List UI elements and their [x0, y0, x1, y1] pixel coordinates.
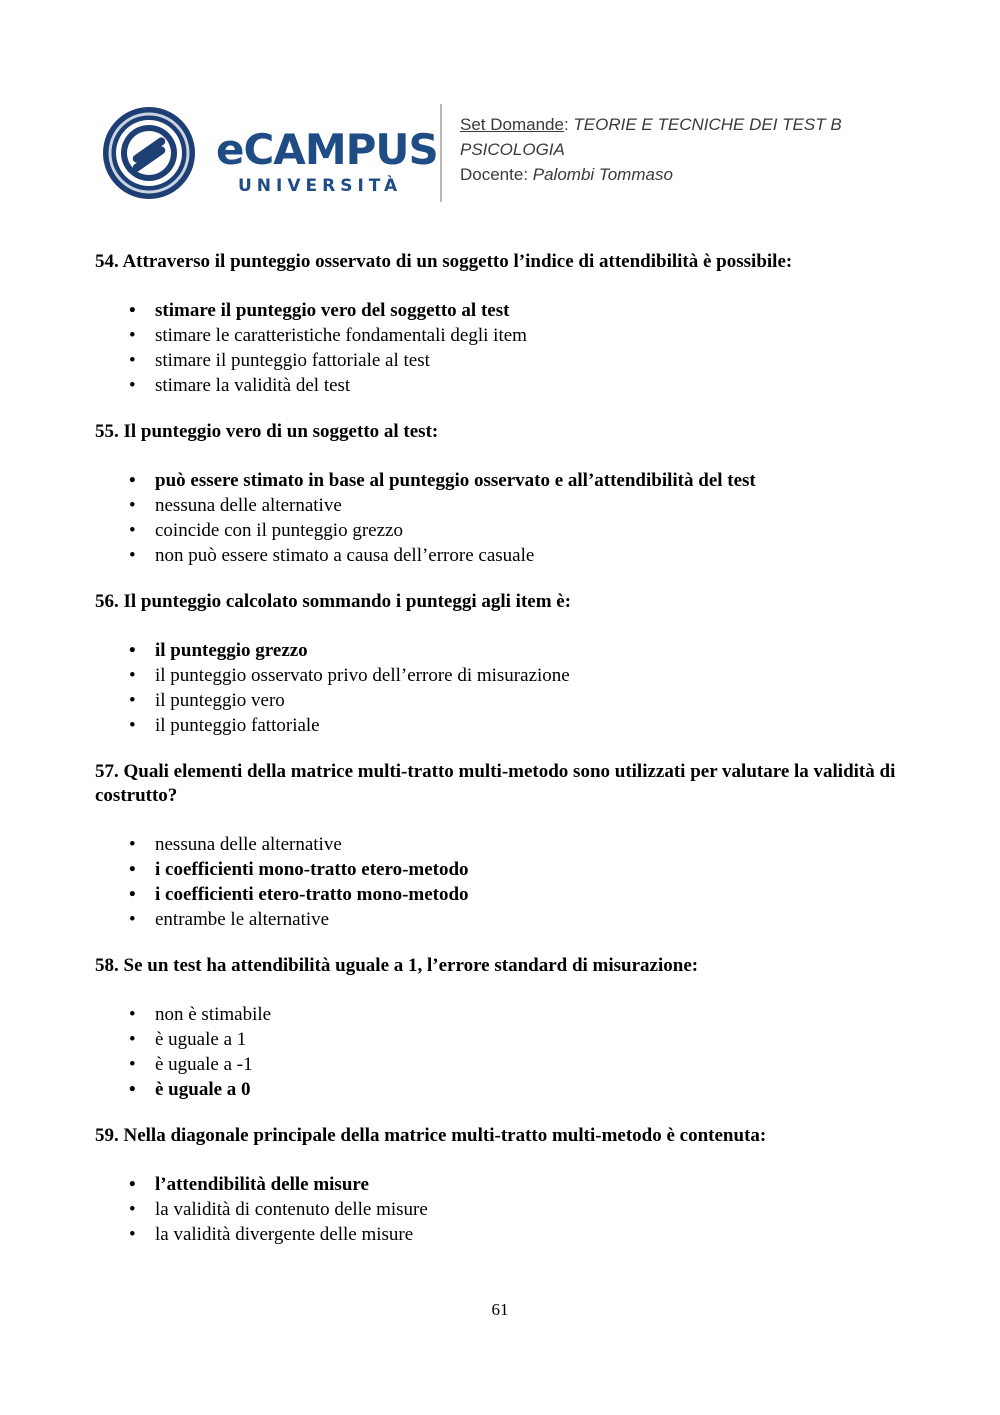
answer-item [95, 907, 905, 932]
bullet-icon: • [129, 1224, 136, 1245]
answer-text: stimare il punteggio fattoriale al test [155, 350, 430, 371]
answer-item [95, 373, 905, 398]
question-text: 59. Nella diagonale principale della matrice multi-tratto multi-metodo è contenuta: [95, 1125, 767, 1146]
bullet-icon: • [129, 1174, 136, 1195]
answer-item [95, 1002, 905, 1027]
bullet-icon: • [129, 495, 136, 516]
bullet-icon: • [129, 1054, 136, 1075]
bullet-icon: • [129, 1079, 136, 1100]
header-divider [440, 104, 442, 202]
course-set-line [460, 112, 842, 137]
answer-text: il punteggio grezzo [155, 640, 308, 661]
question-text: 57. Quali elementi della matrice multi-tratto multi-metodo sono utilizzati per valutare la validità di costrutto? [95, 761, 896, 806]
docente-value: Palombi Tommaso [532, 165, 673, 184]
bullet-icon: • [129, 640, 136, 661]
answer-list [95, 468, 905, 568]
bullet-icon: • [129, 300, 136, 321]
answer-item-correct [95, 882, 905, 907]
answer-item-correct [95, 857, 905, 882]
answer-text: può essere stimato in base al punteggio osservato e all’attendibilità del test [155, 470, 756, 491]
answer-item [95, 323, 905, 348]
bullet-icon: • [129, 715, 136, 736]
docente-line [460, 162, 842, 187]
answer-text: non può essere stimato a causa dell’errore casuale [155, 545, 535, 566]
brand-subtitle: UNIVERSITÀ [238, 176, 403, 196]
set-label: Set Domande [460, 115, 564, 134]
answer-text: il punteggio osservato privo dell’errore di misurazione [155, 665, 570, 686]
question-list [95, 250, 905, 1269]
university-seal-logo [102, 106, 196, 200]
bullet-icon: • [129, 350, 136, 371]
answer-text: nessuna delle alternative [155, 834, 342, 855]
answer-item [95, 543, 905, 568]
answer-text: è uguale a -1 [155, 1054, 253, 1075]
answer-text: i coefficienti etero-tratto mono-metodo [155, 884, 469, 905]
brand-name: eCAMPUS [216, 125, 438, 174]
answer-list [95, 298, 905, 398]
answer-item [95, 1197, 905, 1222]
answer-item-correct [95, 468, 905, 493]
answer-list [95, 1172, 905, 1247]
answer-list [95, 832, 905, 932]
bullet-icon: • [129, 690, 136, 711]
course-info [460, 112, 842, 187]
answer-item [95, 688, 905, 713]
answer-text: stimare le caratteristiche fondamentali degli item [155, 325, 527, 346]
answer-item-correct [95, 1172, 905, 1197]
answer-text: è uguale a 0 [155, 1079, 251, 1100]
docente-label: Docente: [460, 165, 533, 184]
bullet-icon: • [129, 1199, 136, 1220]
ecampus-wordmark [216, 125, 438, 196]
answer-item [95, 1052, 905, 1077]
bullet-icon: • [129, 859, 136, 880]
answer-item [95, 1222, 905, 1247]
bullet-icon: • [129, 470, 136, 491]
answer-item [95, 713, 905, 738]
course-set-line-2 [460, 137, 842, 162]
bullet-icon: • [129, 665, 136, 686]
answer-list [95, 1002, 905, 1102]
answer-text: nessuna delle alternative [155, 495, 342, 516]
answer-text: il punteggio vero [155, 690, 285, 711]
answer-text: i coefficienti mono-tratto etero-metodo [155, 859, 469, 880]
bullet-icon: • [129, 1004, 136, 1025]
page-header [100, 100, 900, 210]
set-value: TEORIE E TECNICHE DEI TEST B [573, 115, 842, 134]
question-text: 55. Il punteggio vero di un soggetto al test: [95, 421, 439, 442]
bullet-icon: • [129, 545, 136, 566]
set-separator: : [563, 115, 574, 134]
bullet-icon: • [129, 884, 136, 905]
bullet-icon: • [129, 834, 136, 855]
answer-text: il punteggio fattoriale [155, 715, 320, 736]
question-text: 56. Il punteggio calcolato sommando i punteggi agli item è: [95, 591, 572, 612]
page-number: 61 [491, 1300, 509, 1319]
answer-text: coincide con il punteggio grezzo [155, 520, 403, 541]
answer-text: è uguale a 1 [155, 1029, 247, 1050]
answer-item [95, 1027, 905, 1052]
bullet-icon: • [129, 375, 136, 396]
question-text: 54. Attraverso il punteggio osservato di un soggetto l’indice di attendibilità è possibile: [95, 251, 793, 272]
answer-text: entrambe le alternative [155, 909, 330, 930]
answer-text: la validità divergente delle misure [155, 1224, 414, 1245]
answer-item-correct [95, 638, 905, 663]
bullet-icon: • [129, 325, 136, 346]
answer-item [95, 493, 905, 518]
answer-item-correct [95, 1077, 905, 1102]
answer-item [95, 348, 905, 373]
answer-item [95, 518, 905, 543]
answer-text: la validità di contenuto delle misure [155, 1199, 428, 1220]
answer-item-correct [95, 298, 905, 323]
answer-list [95, 638, 905, 738]
answer-text: stimare la validità del test [155, 375, 351, 396]
answer-text: stimare il punteggio vero del soggetto al test [155, 300, 510, 321]
answer-item [95, 832, 905, 857]
answer-item [95, 663, 905, 688]
answer-text: non è stimabile [155, 1004, 272, 1025]
bullet-icon: • [129, 1029, 136, 1050]
bullet-icon: • [129, 520, 136, 541]
set-value-line2: PSICOLOGIA [460, 140, 565, 159]
question-text: 58. Se un test ha attendibilità uguale a 1, l’errore standard di misurazione: [95, 955, 699, 976]
bullet-icon: • [129, 909, 136, 930]
answer-text: l’attendibilità delle misure [155, 1174, 369, 1195]
